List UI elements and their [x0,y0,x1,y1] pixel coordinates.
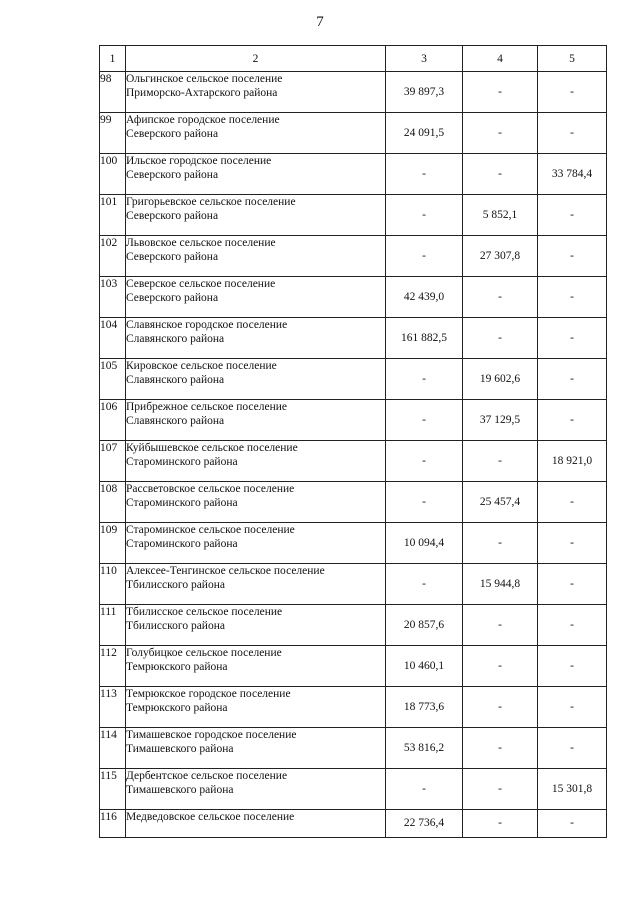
column-header: 5 [538,46,607,72]
table-row [100,523,607,564]
amount-col3: - [386,154,463,195]
row-number: 104 [100,318,126,359]
amount-col4: - [463,646,538,687]
settlement-name-cell [126,769,386,810]
table-row [100,441,607,482]
table-row [100,72,607,113]
table-row [100,646,607,687]
amount-col4: 19 602,6 [463,359,538,400]
amount-col5: 18 921,0 [538,441,607,482]
row-number: 112 [100,646,126,687]
amount-col5: - [538,72,607,113]
settlement-name: Рассветовское сельское поселение [126,483,295,495]
amount-col3: 161 882,5 [386,318,463,359]
row-number: 101 [100,195,126,236]
amount-col5: - [538,646,607,687]
table-row [100,687,607,728]
settlement-name: Прибрежное сельское поселение [126,401,287,413]
amount-col4: - [463,441,538,482]
amount-col4: - [463,154,538,195]
amount-col4: - [463,687,538,728]
table-row [100,113,607,154]
amount-col5: - [538,400,607,441]
table-row [100,728,607,769]
settlement-name-cell [126,113,386,154]
settlement-name-cell [126,687,386,728]
amount-col5: - [538,318,607,359]
amount-col4: 37 129,5 [463,400,538,441]
amount-col4: - [463,605,538,646]
amount-col4: 15 944,8 [463,564,538,605]
amount-col5: - [538,113,607,154]
amount-col3: - [386,482,463,523]
page-number: 7 [316,14,324,30]
table-row [100,195,607,236]
district-name: Северского района [126,292,219,304]
amount-col4: 25 457,4 [463,482,538,523]
amount-col5: - [538,810,607,838]
amount-col4: - [463,277,538,318]
amount-col4: - [463,728,538,769]
settlement-name-cell [126,605,386,646]
amount-col4: - [463,523,538,564]
settlement-name: Дербентское сельское поселение [126,770,288,782]
row-number: 116 [100,810,126,838]
amount-col3: - [386,236,463,277]
settlement-name-cell [126,318,386,359]
amount-col3: - [386,195,463,236]
amount-col3: 22 736,4 [386,810,463,838]
amount-col3: 53 816,2 [386,728,463,769]
district-name: Темрюкского района [126,661,228,673]
amount-col3: 18 773,6 [386,687,463,728]
amount-col5: 33 784,4 [538,154,607,195]
row-number: 106 [100,400,126,441]
amount-col5: - [538,687,607,728]
district-name: Славянского района [126,415,225,427]
settlement-name: Тимашевское городское поселение [126,729,297,741]
amount-col3: 42 439,0 [386,277,463,318]
settlement-name-cell [126,154,386,195]
district-name: Староминского района [126,456,238,468]
row-number: 113 [100,687,126,728]
settlement-name: Григорьевское сельское поселение [126,196,296,208]
row-number: 111 [100,605,126,646]
district-name: Северского района [126,251,219,263]
settlement-name-cell [126,646,386,687]
table-row [100,605,607,646]
settlement-name: Алексее-Тенгинское сельское поселение [126,565,325,577]
amount-col4: - [463,72,538,113]
column-header: 2 [126,46,386,72]
settlement-name: Афипское городское поселение [126,114,280,126]
row-number: 110 [100,564,126,605]
amount-col3: 10 460,1 [386,646,463,687]
amount-col5: - [538,195,607,236]
column-header: 4 [463,46,538,72]
district-name: Славянского района [126,374,225,386]
row-number: 115 [100,769,126,810]
settlement-name-cell [126,359,386,400]
amount-col5: - [538,236,607,277]
amount-col3: 20 857,6 [386,605,463,646]
settlement-name-cell [126,523,386,564]
settlement-name: Тбилисское сельское поселение [126,606,283,618]
table-row [100,482,607,523]
table-row [100,810,607,838]
settlement-name-cell [126,441,386,482]
allocation-table [99,45,607,838]
settlement-name-cell [126,728,386,769]
amount-col4: - [463,318,538,359]
amount-col5: 15 301,8 [538,769,607,810]
amount-col5: - [538,523,607,564]
settlement-name: Медведовское сельское поселение [126,811,295,823]
amount-col4: - [463,769,538,810]
table-row [100,400,607,441]
district-name: Северского района [126,169,219,181]
settlement-name: Куйбышевское сельское поселение [126,442,298,454]
settlement-name-cell [126,195,386,236]
row-number: 99 [100,113,126,154]
amount-col5: - [538,605,607,646]
amount-col3: - [386,564,463,605]
row-number: 109 [100,523,126,564]
row-number: 107 [100,441,126,482]
amount-col3: 24 091,5 [386,113,463,154]
row-number: 98 [100,72,126,113]
settlement-name-cell [126,277,386,318]
amount-col5: - [538,359,607,400]
district-name: Северского района [126,210,219,222]
amount-col4: - [463,810,538,838]
amount-col3: - [386,441,463,482]
district-name: Тбилисского района [126,620,225,632]
settlement-name: Кировское сельское поселение [126,360,277,372]
table-row [100,564,607,605]
amount-col4: 27 307,8 [463,236,538,277]
district-name: Тимашевского района [126,784,234,796]
settlement-name-cell [126,400,386,441]
column-header: 1 [100,46,126,72]
settlement-name: Ильское городское поселение [126,155,272,167]
district-name: Славянского района [126,333,225,345]
table-row [100,318,607,359]
table-header-row [100,46,607,72]
district-name: Тбилисского района [126,579,225,591]
district-name: Староминского района [126,497,238,509]
settlement-name: Ольгинское сельское поселение [126,73,283,85]
column-header: 3 [386,46,463,72]
amount-col3: - [386,769,463,810]
amount-col3: - [386,359,463,400]
row-number: 102 [100,236,126,277]
district-name: Тимашевского района [126,743,234,755]
amount-col3: 39 897,3 [386,72,463,113]
amount-col4: 5 852,1 [463,195,538,236]
amount-col3: 10 094,4 [386,523,463,564]
table-row [100,769,607,810]
row-number: 100 [100,154,126,195]
amount-col5: - [538,564,607,605]
amount-col5: - [538,728,607,769]
amount-col3: - [386,400,463,441]
settlement-name: Голубицкое сельское поселение [126,647,282,659]
table-row [100,359,607,400]
table-row [100,154,607,195]
district-name: Приморско-Ахтарского района [126,87,278,99]
settlement-name: Староминское сельское поселение [126,524,295,536]
settlement-name: Северское сельское поселение [126,278,276,290]
row-number: 105 [100,359,126,400]
row-number: 103 [100,277,126,318]
settlement-name-cell [126,482,386,523]
district-name: Северского района [126,128,219,140]
row-number: 108 [100,482,126,523]
table-row [100,277,607,318]
row-number: 114 [100,728,126,769]
amount-col5: - [538,482,607,523]
district-name: Темрюкского района [126,702,228,714]
settlement-name: Темрюкское городское поселение [126,688,291,700]
amount-col4: - [463,113,538,154]
amount-col5: - [538,277,607,318]
table-row [100,236,607,277]
settlement-name-cell [126,810,386,838]
settlement-name-cell [126,72,386,113]
settlement-name: Славянское городское поселение [126,319,288,331]
settlement-name: Львовское сельское поселение [126,237,276,249]
district-name: Староминского района [126,538,238,550]
settlement-name-cell [126,564,386,605]
settlement-name-cell [126,236,386,277]
